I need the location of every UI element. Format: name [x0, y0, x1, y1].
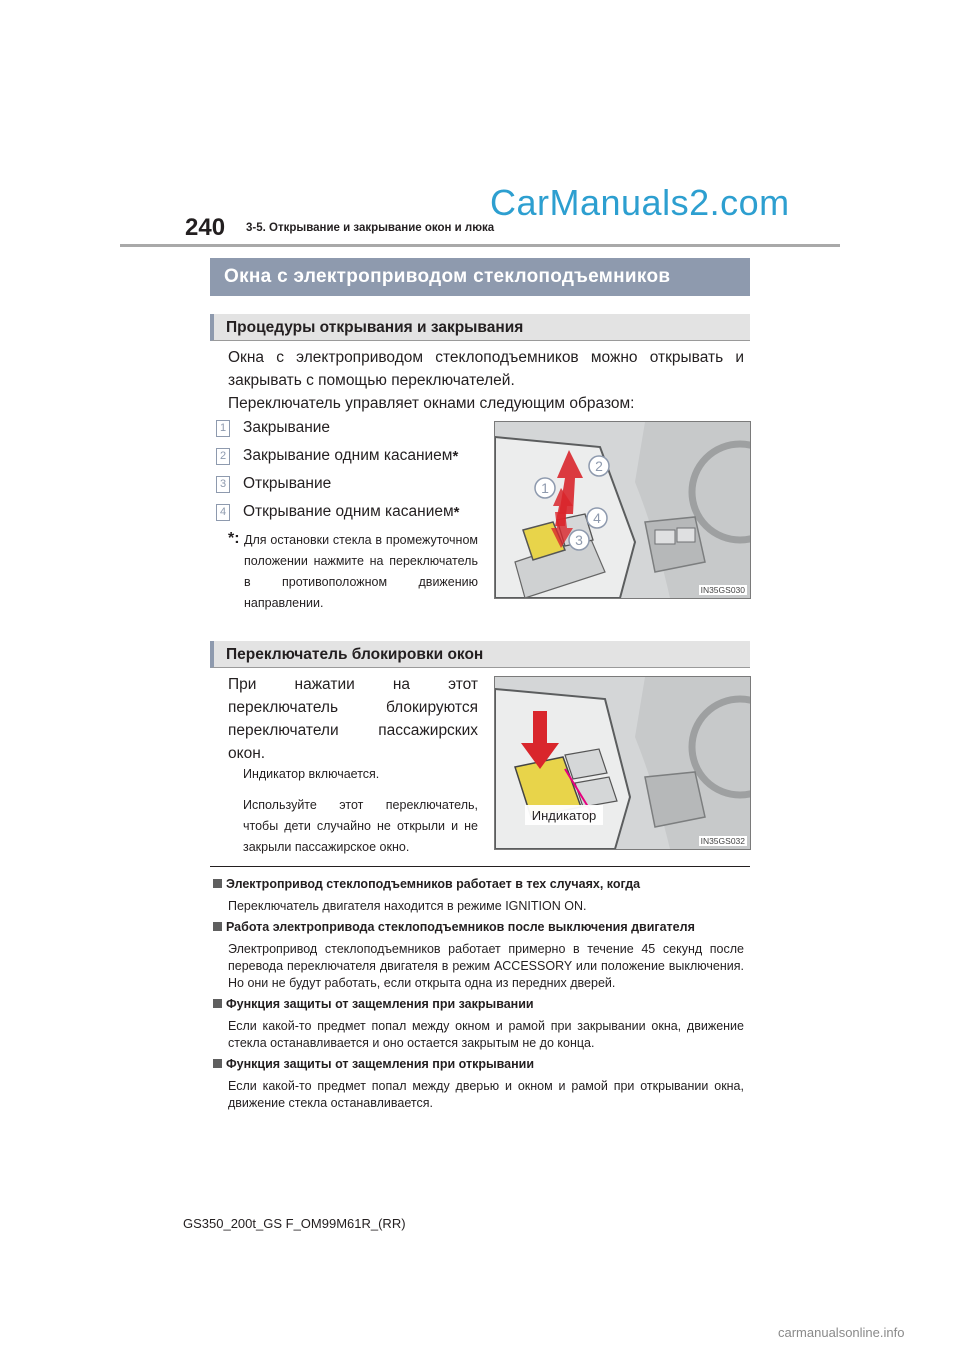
footnote: [228, 530, 478, 614]
bullet-heading-1: [213, 877, 640, 891]
bullet-square-icon: [213, 879, 222, 888]
footnote-star: *: [452, 447, 459, 465]
item-number: 2: [216, 448, 230, 465]
bullet-heading-4: [213, 1057, 534, 1071]
bullet-square-icon: [213, 1059, 222, 1068]
section2-heading: Переключатель блокировки окон: [210, 641, 750, 668]
window-lock-drawing: [495, 677, 750, 849]
footnote-star: *: [453, 503, 460, 521]
section-title: 3-5. Открывание и закрывание окон и люка: [246, 222, 495, 234]
model-code: GS350_200t_GS F_OM99M61R_(RR): [183, 1216, 406, 1231]
item-label: Открывание: [243, 475, 332, 492]
section1-intro: [228, 346, 744, 415]
list-item-3: [216, 474, 331, 494]
item-number: 1: [216, 420, 230, 437]
bullet-square-icon: [213, 999, 222, 1008]
item-label: Закрывание одним касанием: [243, 447, 453, 464]
window-switch-illustration: [494, 421, 751, 599]
bullet-body-4: Если какой-то предмет попал между дверью и окном и рамой при открывании окна, движение стекла останавливается.: [228, 1079, 744, 1110]
callout-4: 4: [593, 510, 601, 526]
section1-intro-line2: Переключатель управляет окнами следующим образом:: [228, 395, 635, 412]
section2-text: При нажатии на этот переключатель блокируются переключатели пассажирских окон.: [228, 676, 478, 762]
bullet-body-2: Электропривод стеклоподъемников работает примерно в течение 45 секунд после перевода переключателя двигателя в режим ACCESSORY или положение выключения. Но они не будут работать, если открыта одна из передних дверей.: [228, 942, 744, 990]
footnote-mark: *:: [228, 530, 240, 547]
main-title: Окна с электроприводом стеклоподъемников: [210, 258, 750, 296]
bullet-title: Работа электропривода стеклоподъемников после выключения двигателя: [226, 920, 695, 934]
watermark-text: CarManuals2.com: [490, 182, 790, 223]
figure-code: IN35GS030: [700, 585, 745, 595]
list-item-4: [216, 502, 459, 522]
figure-code: IN35GS032: [700, 836, 745, 846]
callout-3: 3: [575, 532, 583, 548]
bullet-title: Электропривод стеклоподъемников работает в тех случаях, когда: [226, 877, 641, 891]
callout-1: 1: [541, 480, 549, 496]
window-lock-illustration: [494, 676, 751, 850]
section2-note-1: Индикатор включается.: [243, 767, 380, 781]
site-logo: carmanualsonline.info: [778, 1325, 905, 1340]
indicator-label: Индикатор: [531, 808, 597, 823]
item-label: Открывание одним касанием: [243, 503, 454, 520]
bullet-heading-3: [213, 997, 534, 1011]
list-item-1: [216, 418, 330, 438]
section-rule: [210, 866, 750, 867]
item-label: Закрывание: [243, 419, 331, 436]
bullet-body-3: Если какой-то предмет попал между окном и рамой при закрывании окна, движение стекла останавливается и оно остается закрытым не до конца.: [228, 1019, 744, 1050]
section1-heading: Процедуры открывания и закрывания: [210, 314, 750, 341]
page-number: 240: [185, 214, 226, 241]
window-switch-drawing: [495, 422, 750, 598]
item-number: 4: [216, 504, 230, 521]
header-rule: [120, 244, 840, 247]
item-number: 3: [216, 476, 230, 493]
bullet-title: Функция защиты от защемления при открывании: [226, 1057, 535, 1071]
bullet-title: Функция защиты от защемления при закрывании: [226, 997, 534, 1011]
footnote-text: Для остановки стекла в промежуточном положении нажмите на переключатель в противоположном движению направлении.: [244, 533, 478, 610]
section1-intro-line1: Окна с электроприводом стеклоподъемников можно открывать и закрывать с помощью переключателей.: [228, 349, 744, 389]
callout-2: 2: [595, 458, 603, 474]
section2-note-2: Используйте этот переключатель, чтобы дети случайно не открыли и не закрыли пассажирское окно.: [243, 798, 478, 854]
bullet-heading-2: [213, 920, 695, 934]
list-item-2: [216, 446, 458, 466]
bullet-square-icon: [213, 922, 222, 931]
bullet-body-1: Переключатель двигателя находится в режиме IGNITION ON.: [228, 899, 587, 913]
